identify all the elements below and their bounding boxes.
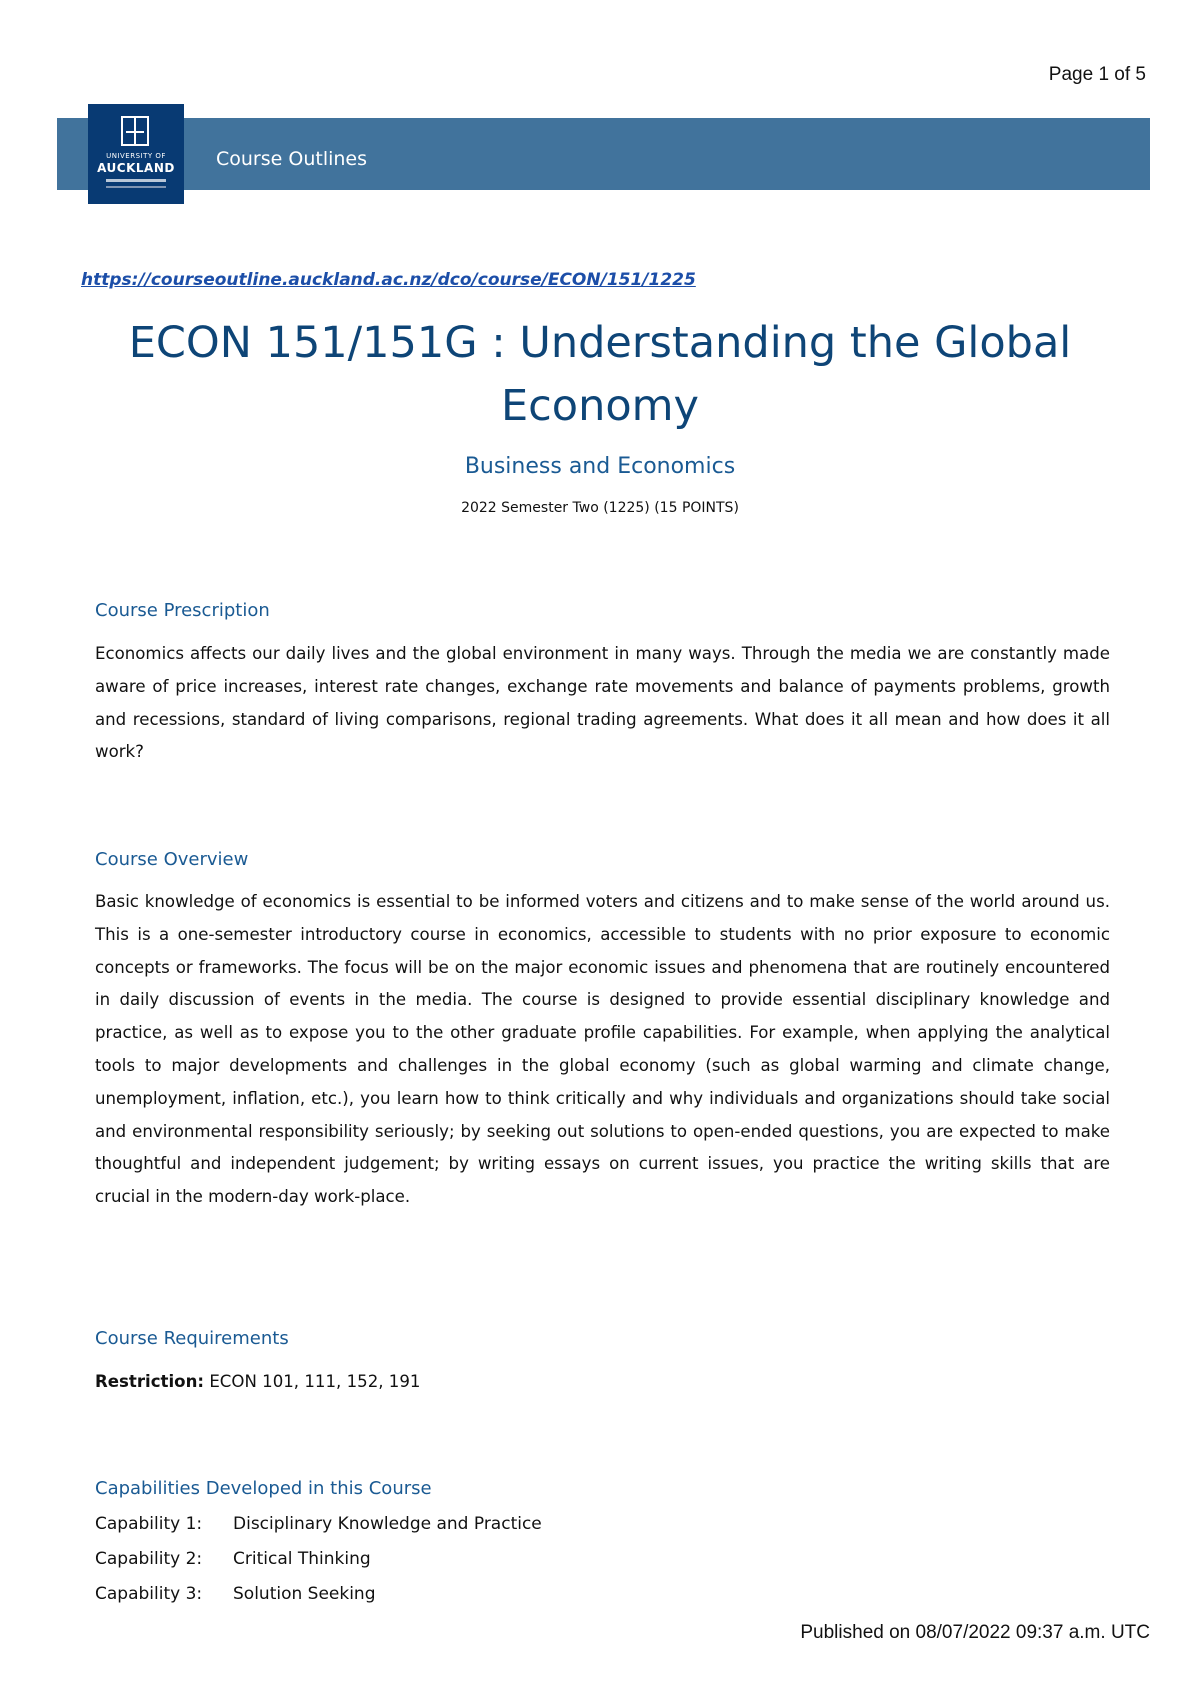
published-date: Published on 08/07/2022 09:37 a.m. UTC [800, 1622, 1150, 1643]
requirements-heading: Course Requirements [95, 1328, 289, 1349]
semester-info: 2022 Semester Two (1225) (15 POINTS) [461, 500, 739, 516]
overview-heading: Course Overview [95, 849, 249, 870]
capability-label: Capability 1: [95, 1514, 203, 1534]
capability-row [95, 1584, 376, 1610]
crest-icon [121, 116, 149, 146]
banner-title[interactable]: Course Outlines [216, 148, 368, 170]
restriction-label: Restriction: [95, 1372, 205, 1391]
faculty-name: Business and Economics [464, 454, 736, 479]
logo-divider [106, 179, 166, 182]
university-logo[interactable] [88, 104, 184, 204]
prescription-text: Economics affects our daily lives and the global environment in many ways. Through the media we are constantly made aware of price increases, interest rate changes, exchange rate movements and balance of payments problems, growth and recessions, standard of living comparisons, regional trading agreements. What does it all mean and how does it all work? [95, 644, 1110, 762]
overview-text: Basic knowledge of economics is essential to be informed voters and citizens and to make sense of the world around us. This is a one-semester introductory course in economics, accessible to students with no prior exposure to economic concepts or frameworks. The focus will be on the major economic issues and phenomena that are routinely encountered in daily discussion of events in the media. The course is designed to provide essential disciplinary knowledge and practice, as well as to expose you to the other graduate profile capabilities. For example, when applying the analytical tools to major developments and challenges in the global economy (such as global warming and climate change, unemployment, inflation, etc.), you learn how to think critically and why individuals and organizations should take social and environmental responsibility seriously; by seeking out solutions to open-ended questions, you are expected to make thoughtful and independent judgement; by writing essays on current issues, you practice the writing skills that are crucial in the modern-day work-place. [95, 892, 1110, 1207]
logo-text-auckland: AUCKLAND [97, 161, 175, 175]
logo-text-university: UNIVERSITY OF [106, 152, 166, 160]
restriction-line [95, 1372, 420, 1391]
prescription-heading: Course Prescription [95, 600, 270, 621]
capability-row [95, 1514, 542, 1540]
page-title [100, 312, 1100, 438]
page-number: Page 1 of 5 [1048, 64, 1146, 85]
capability-value: Solution Seeking [233, 1584, 376, 1604]
capability-value: Critical Thinking [233, 1549, 371, 1569]
capability-label: Capability 3: [95, 1584, 203, 1604]
capabilities-heading: Capabilities Developed in this Course [95, 1478, 432, 1499]
logo-divider [106, 186, 166, 188]
capability-row [95, 1549, 371, 1575]
restriction-value: ECON 101, 111, 152, 191 [209, 1372, 421, 1391]
title-line-2: Economy [500, 381, 699, 431]
title-line-1: ECON 151/151G : Understanding the Global [128, 318, 1072, 368]
capability-value: Disciplinary Knowledge and Practice [233, 1514, 542, 1534]
course-url-link[interactable]: https://courseoutline.auckland.ac.nz/dco/course/ECON/151/1225 [81, 270, 696, 290]
capability-label: Capability 2: [95, 1549, 203, 1569]
